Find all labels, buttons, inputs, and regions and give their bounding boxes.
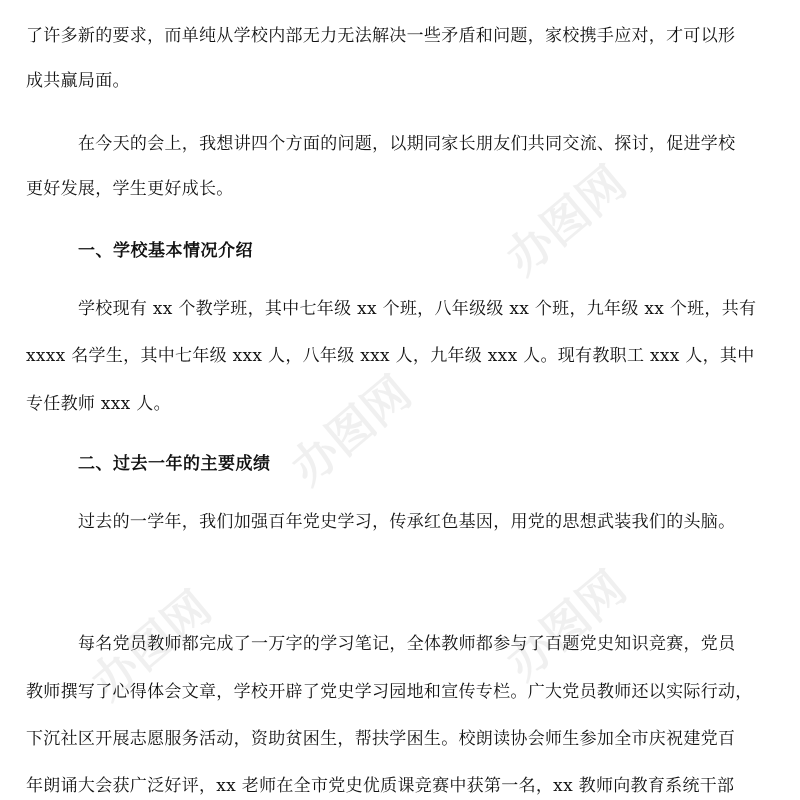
- paragraph-line: 过去的一学年，我们加强百年党史学习，传承红色基因，用党的思想武装我们的头脑。: [78, 512, 736, 532]
- paragraph-line: 教师撰写了心得体会文章，学校开辟了党史学习园地和宣传专栏。广大党员教师还以实际行动，: [26, 682, 753, 702]
- section-heading: 一、学校基本情况介绍: [78, 241, 253, 261]
- paragraph-line: 年朗诵大会获广泛好评，xx 老师在全市党史优质课竞赛中获第一名，xx 教师向教育系统干部: [26, 776, 735, 796]
- paragraph-line: 更好发展，学生更好成长。: [26, 179, 234, 199]
- section-heading: 二、过去一年的主要成绩: [78, 454, 271, 474]
- paragraph-line: xxxx 名学生，其中七年级 xxx 人，八年级 xxx 人，九年级 xxx 人。现有教职工 xxx 人，其中: [26, 346, 755, 366]
- watermark: 办图网: [280, 365, 422, 496]
- paragraph-line: 在今天的会上，我想讲四个方面的问题，以期同家长朋友们共同交流、探讨，促进学校: [78, 134, 736, 154]
- paragraph-line: 下沉社区开展志愿服务活动，资助贫困生，帮扶学困生。校朗读协会师生参加全市庆祝建党百: [26, 729, 736, 749]
- paragraph-line: 了许多新的要求，而单纯从学校内部无力无法解决一些矛盾和问题，家校携手应对，才可以形: [26, 26, 736, 46]
- watermark: 办图网: [495, 560, 637, 691]
- paragraph-line: 专任教师 xxx 人。: [26, 394, 171, 414]
- paragraph-line: 每名党员教师都完成了一万字的学习笔记，全体教师都参与了百题党史知识竞赛，党员: [78, 634, 736, 654]
- watermark: 办图网: [80, 580, 222, 711]
- watermark: 办图网: [495, 155, 637, 286]
- paragraph-line: 学校现有 xx 个教学班，其中七年级 xx 个班，八年级级 xx 个班，九年级 xx 个班，共有: [78, 299, 757, 319]
- paragraph-line: 成共赢局面。: [26, 71, 130, 91]
